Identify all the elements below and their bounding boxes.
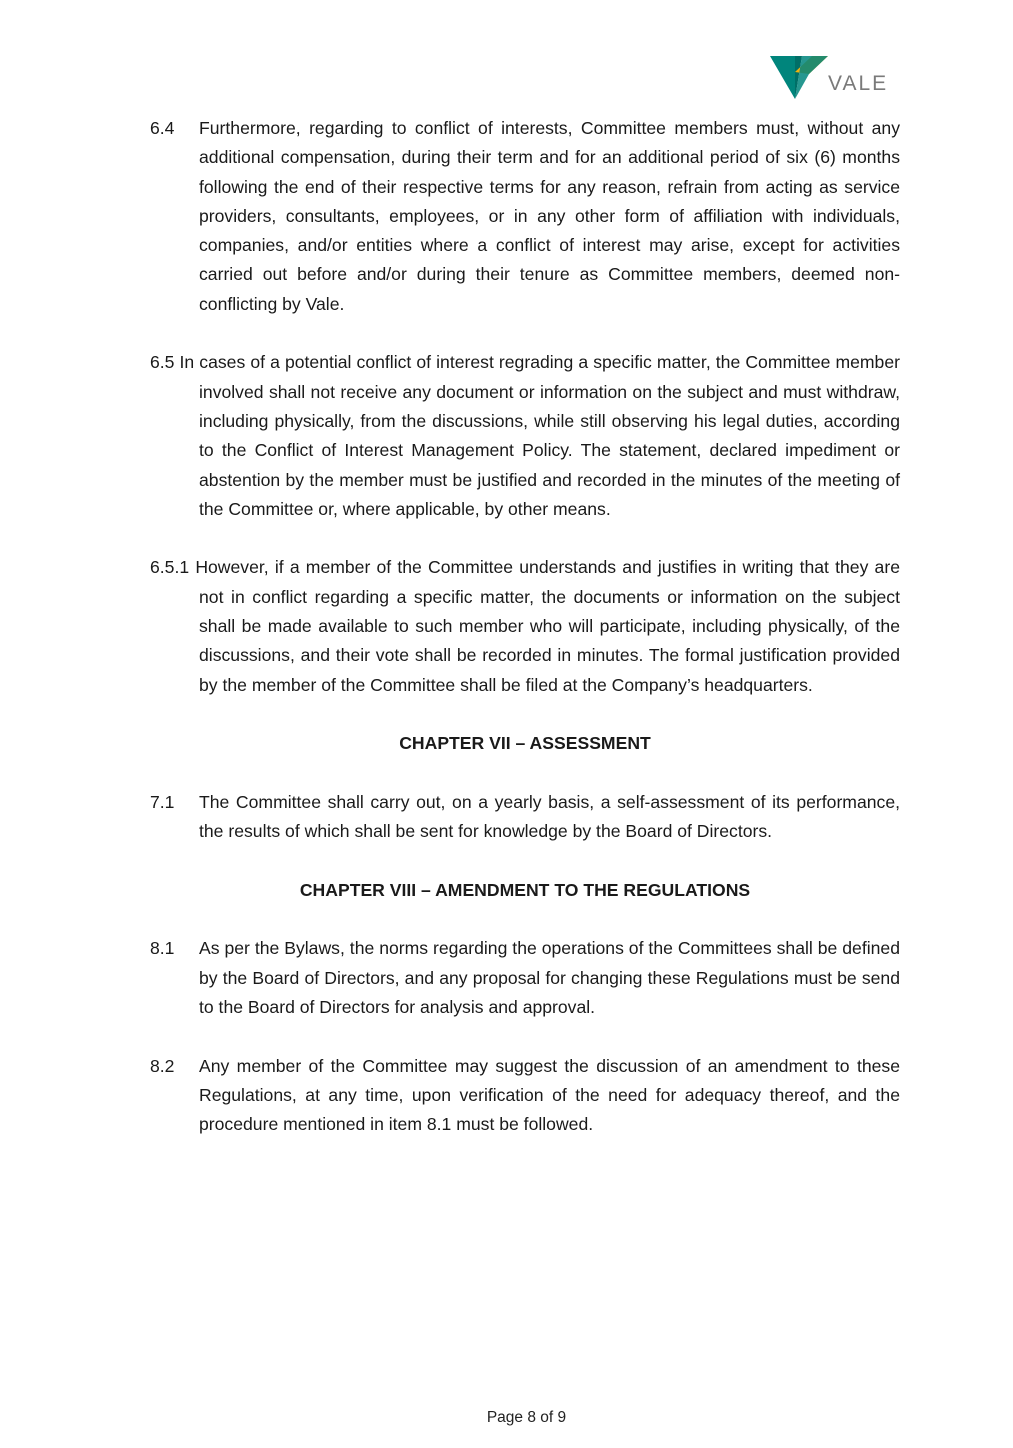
- chapter-8-heading: CHAPTER VIII – AMENDMENT TO THE REGULATIONS: [299, 879, 751, 900]
- clause-text: The Committee shall carry out, on a yearly basis, a self-assessment of its performance, the results of which shall be sent for knowledge by the Board of Directors.: [199, 791, 900, 842]
- clause-6-5-1: [150, 553, 900, 699]
- clause-8-1: [150, 934, 900, 1022]
- logo-text: VALE: [828, 72, 889, 95]
- clause-number: 8.2: [150, 1055, 175, 1076]
- clause-text: 6.5 In cases of a potential conflict of interest regrading a specific matter, the Committee member involved shall not receive any document or information on the subject and must withdraw, including physically, from the discussions, while still observing his legal duties, according to the Conflict of Interest Management Policy. The statement, declared impediment or abstention by the member must be justified and recorded in the minutes of the meeting of the Committee or, where applicable, by other means.: [150, 352, 900, 519]
- clause-text: Any member of the Committee may suggest the discussion of an amendment to these Regulations, at any time, upon verification of the need for adequacy thereof, and the procedure mentioned in item 8.1 must be followed.: [199, 1055, 900, 1135]
- clause-number: 7.1: [150, 791, 175, 812]
- document-body: [150, 114, 900, 1139]
- clause-6-5: [150, 348, 900, 524]
- chapter-7-heading: CHAPTER VII – ASSESSMENT: [399, 733, 651, 754]
- clause-6-4: [150, 114, 900, 319]
- clause-number: 8.1: [150, 938, 175, 959]
- clause-text: 6.5.1 However, if a member of the Committee understands and justifies in writing that they are not in conflict regarding a specific matter, the documents or information on the subject shall be made available to such member who will participate, including physically, of the discussions, and their vote shall be recorded in minutes. The formal justification provided by the member of the Committee shall be filed at the Company’s headquarters.: [150, 557, 900, 695]
- clause-8-2: [150, 1052, 900, 1140]
- clause-text: As per the Bylaws, the norms regarding the operations of the Committees shall be defined by the Board of Directors, and any proposal for changing these Regulations must be send to the Board of Directors for analysis and approval.: [199, 938, 900, 1017]
- vale-logo-icon: [768, 52, 828, 102]
- clause-7-1: [150, 788, 900, 847]
- clause-number: 6.4: [150, 118, 175, 138]
- clause-text: Furthermore, regarding to conflict of interests, Committee members must, without any additional compensation, during their term and for an additional period of six (6) months following the end of their respective terms for any reason, refrain from acting as service providers, consultants, employees, or in any other form of affiliation with individuals, companies, and/or entities where a conflict of interest may arise, except for activities carried out before and/or during their tenure as Committee members, deemed non-conflicting by Vale.: [199, 118, 900, 314]
- vale-logo: [768, 52, 892, 102]
- page-number: Page 8 of 9: [486, 1409, 567, 1426]
